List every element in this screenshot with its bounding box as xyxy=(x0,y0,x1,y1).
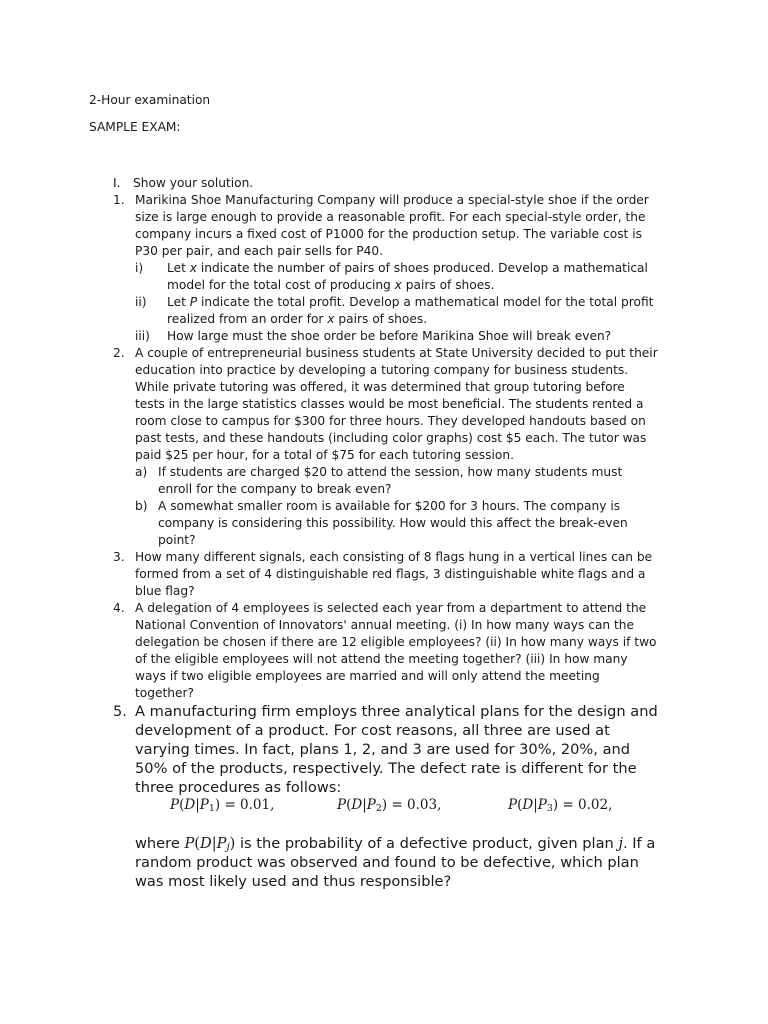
q5-equation-2: $P(D|P_2) = 0.03$, xyxy=(337,797,442,814)
q4-line: ways if two eligible employees are married and will only attend the meeting xyxy=(135,669,600,683)
q4-line: delegation be chosen if there are 12 eligible employees? (ii) In how many ways if two xyxy=(135,635,657,649)
q1-number: 1. xyxy=(113,193,125,207)
q5-line: 50% of the products, respectively. The defect rate is different for the xyxy=(135,760,637,777)
q2-line: paid $25 per hour, for a total of $75 for each tutoring session. xyxy=(135,448,514,462)
q1-sub-label: i) xyxy=(135,261,144,275)
q4-line: together? xyxy=(135,686,194,700)
section-instruction: Show your solution. xyxy=(133,176,254,190)
q5-line: random product was observed and found to be defective, which plan xyxy=(135,854,639,871)
q2-sub-label: a) xyxy=(135,465,148,479)
q1-line: Marikina Shoe Manufacturing Company will produce a special-style shoe if the order xyxy=(135,193,649,207)
q2-a-line: If students are charged $20 to attend the session, how many students must xyxy=(158,465,623,479)
q1-sub-ii-line1: Let P indicate the total profit. Develop a mathematical model for the total profit xyxy=(167,295,654,309)
q5-line: varying times. In fact, plans 1, 2, and 3 are used for 30%, 20%, and xyxy=(135,741,631,758)
q4-line: A delegation of 4 employees is selected each year from a department to attend the xyxy=(135,601,647,615)
exam-title: SAMPLE EXAM: xyxy=(89,120,181,134)
q5-equation-3: $P(D|P_3) = 0.02$, xyxy=(508,797,613,814)
q1-line: P30 per pair, and each pair sells for P40. xyxy=(135,244,383,258)
q2-a-line: enroll for the company to break even? xyxy=(158,482,392,496)
q1-sub-i-line2: model for the total cost of producing x pairs of shoes. xyxy=(167,278,495,292)
q1-line: size is large enough to provide a reasonable profit. For each special-style order, the xyxy=(135,210,646,224)
q3-line: blue flag? xyxy=(135,584,195,598)
q5-line: three procedures as follows: xyxy=(135,779,342,796)
q2-number: 2. xyxy=(113,346,125,360)
q3-line: formed from a set of 4 distinguishable red flags, 3 distinguishable white flags and a xyxy=(135,567,646,581)
q2-line: past tests, and these handouts (including color graphs) cost $5 each. The tutor was xyxy=(135,431,647,445)
q1-sub-label: iii) xyxy=(135,329,150,343)
q2-sub-label: b) xyxy=(135,499,148,513)
q5-line: development of a product. For cost reasons, all three are used at xyxy=(135,722,610,739)
q2-line: education into practice by developing a tutoring company for business students. xyxy=(135,363,629,377)
q3-line: How many different signals, each consisting of 8 flags hung in a vertical lines can be xyxy=(135,550,653,564)
q4-line: of the eligible employees will not attend the meeting together? (iii) In how many xyxy=(135,652,628,666)
q2-line: tests in the large statistics classes would be most beneficial. The students rented a xyxy=(135,397,644,411)
q1-line: company incurs a fixed cost of P1000 for the production setup. The variable cost is xyxy=(135,227,642,241)
q4-number: 4. xyxy=(113,601,125,615)
q2-line: room close to campus for $300 for three hours. They developed handouts based on xyxy=(135,414,646,428)
section-number: I. xyxy=(113,176,121,190)
q2-line: A couple of entrepreneurial business students at State University decided to put their xyxy=(135,346,658,360)
q5-line: A manufacturing firm employs three analytical plans for the design and xyxy=(135,703,658,720)
q1-sub-iii-line1: How large must the shoe order be before Marikina Shoe will break even? xyxy=(167,329,612,343)
q1-sub-i-line1: Let x indicate the number of pairs of shoes produced. Develop a mathematical xyxy=(167,261,648,275)
q5-equation-1: $P(D|P_1) = 0.01$, xyxy=(170,797,275,814)
q2-line: While private tutoring was offered, it was determined that group tutoring before xyxy=(135,380,625,394)
q3-number: 3. xyxy=(113,550,125,564)
q1-sub-label: ii) xyxy=(135,295,147,309)
q4-line: National Convention of Innovators' annual meeting. (i) In how many ways can the xyxy=(135,618,635,632)
q2-b-line: A somewhat smaller room is available for $200 for 3 hours. The company is xyxy=(158,499,621,513)
q5-number: 5. xyxy=(113,703,127,720)
q1-sub-ii-line2: realized from an order for x pairs of shoes. xyxy=(167,312,428,326)
q2-b-line: point? xyxy=(158,533,196,547)
q5-where-line: where $P(D|P_j)$ is the probability of a defective product, given plan j. If a xyxy=(135,835,656,853)
q2-b-line: company is considering this possibility. How would this affect the break-even xyxy=(158,516,628,530)
q5-line: was most likely used and thus responsible? xyxy=(135,873,452,890)
exam-duration: 2-Hour examination xyxy=(89,93,211,107)
